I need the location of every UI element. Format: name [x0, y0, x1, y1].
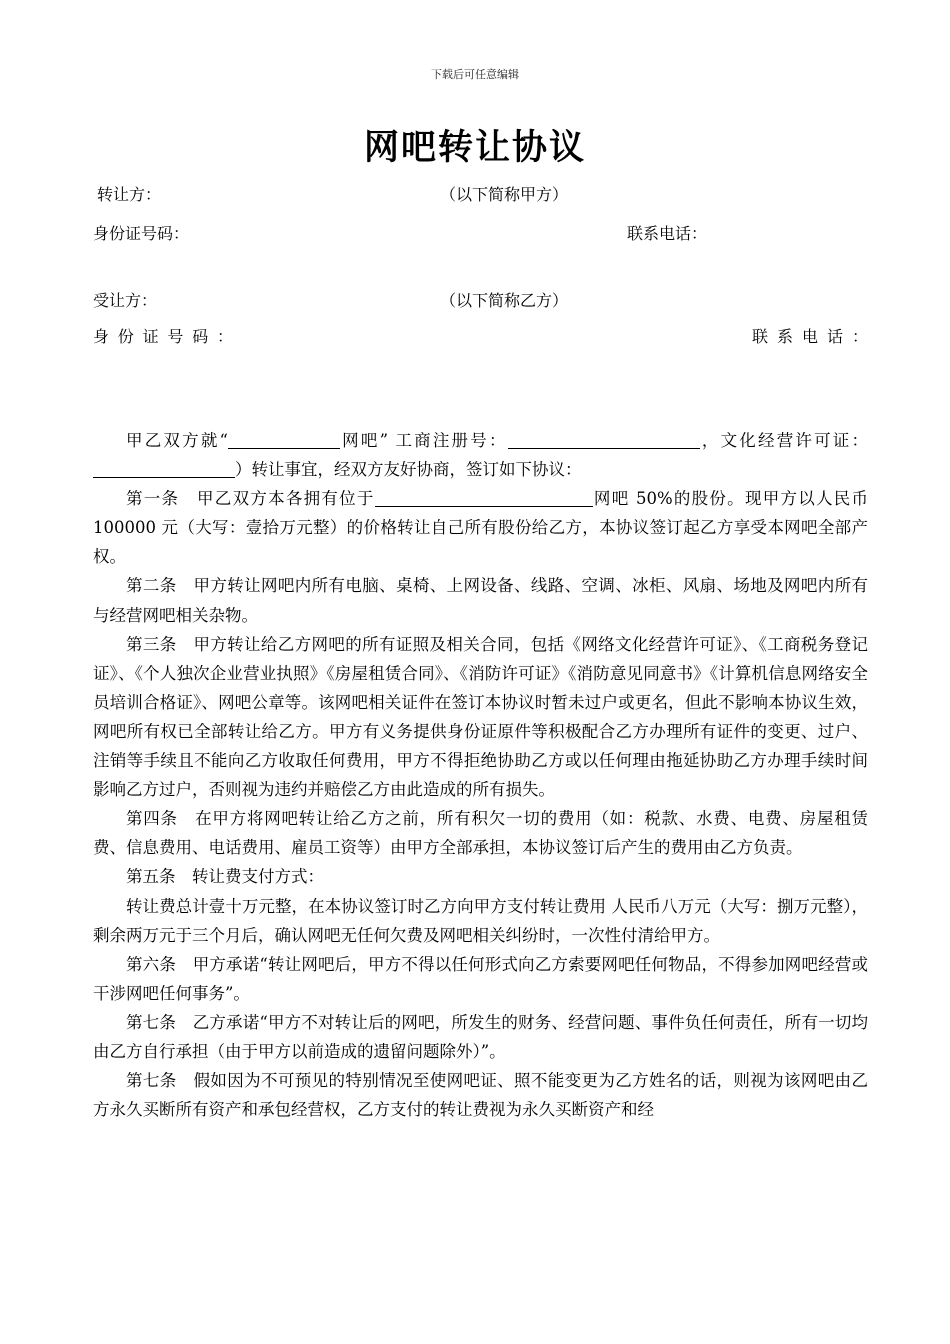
- transferee-id-char: ：: [216, 327, 233, 346]
- license-number-blank: [93, 460, 235, 478]
- transferee-id-char: 号: [167, 327, 184, 346]
- transferee-alias: （以下简称乙方）: [440, 291, 569, 310]
- transferee-phone-char: 联: [752, 327, 769, 346]
- transferee-phone-char: 话: [826, 327, 843, 346]
- agreement-body: [93, 426, 868, 1124]
- transferee-phone-char: 系: [776, 327, 793, 346]
- transferee-id-char: 份: [117, 327, 134, 346]
- header-note: 下载后可任意编辑: [431, 68, 519, 81]
- transferee-id-char: 证: [142, 327, 159, 346]
- transferee-phone-char: ：: [851, 327, 868, 346]
- intro-text: 网吧” 工商注册号：: [339, 431, 508, 450]
- document-title: 网吧转让协议: [363, 127, 586, 168]
- registration-number-blank: [508, 431, 700, 449]
- transferor-alias: （以下简称甲方）: [440, 185, 569, 204]
- transferee-id-char: 身: [93, 327, 110, 346]
- article-text: 第一条 甲乙双方本各拥有位于: [126, 489, 375, 509]
- article-7b: 第七条 假如因为不可预见的特别情况至使网吧证、照不能变更为乙方姓名的话，则视为该网吧由乙方永久买断所有资产和承包经营权，乙方支付的转让费视为永久买断资产和经: [93, 1071, 868, 1120]
- article-7a: 第七条 乙方承诺“甲方不对转让后的网吧，所发生的财务、经营问题、事件负任何责任，所有一切均由乙方自行承担（由于甲方以前造成的遗留问题除外）”。: [93, 1012, 868, 1061]
- transferee-id-char: 码: [192, 327, 209, 346]
- article-5-detail: 转让费总计壹十万元整，在本协议签订时乙方向甲方支付转让费用 人民币八万元（大写：捌万元整），剩余两万元于三个月后，确认网吧无任何欠费及网吧相关纠纷时，一次性付清给甲方。: [93, 896, 868, 945]
- location-blank: [375, 489, 593, 507]
- transferee-phone-label: [752, 324, 868, 347]
- article-4: 第四条 在甲方将网吧转让给乙方之前，所有积欠一切的费用（如：税款、水费、电费、房屋租赁费、信息费用、电话费用、雇员工资等）由甲方全部承担，本协议签订后产生的费用由乙方负责。: [93, 809, 868, 858]
- transferor-phone-label: 联系电话：: [627, 224, 708, 243]
- intro-text: 甲乙双方就“: [126, 431, 228, 450]
- transferor-id-label: 身份证号码：: [93, 224, 190, 243]
- transferee-label: 受让方：: [93, 291, 158, 310]
- internet-cafe-name-blank: [228, 431, 340, 449]
- transferor-label: 转让方：: [97, 185, 162, 204]
- article-2: 第二条 甲方转让网吧内所有电脑、桌椅、上网设备、线路、空调、冰柜、风扇、场地及网吧内所有与经营网吧相关杂物。: [93, 576, 868, 625]
- article-5: 第五条 转让费支付方式：: [126, 867, 324, 887]
- article-1: [93, 484, 868, 571]
- article-3: 第三条 甲方转让给乙方网吧的所有证照及相关合同，包括《网络文化经营许可证》、《工商税务登记证》、《个人独次企业营业执照》《房屋租赁合同》、《消防许可证》《消防意见同意书》《计算机信息网络安全员培训合格证》、网吧公章等。该网吧相关证件在签订本协议时暂未过户或更名，但此不影响本协议生效，网吧所有权已全部转让给乙方。甲方有义务提供身份证原件等积极配合乙方办理所有证件的变更、过户、注销等手续且不能向乙方收取任何费用，甲方不得拒绝协助乙方或以任何理由拖延协助乙方办理手续时间影响乙方过户，否则视为违约并赔偿乙方由此造成的所有损失。: [93, 634, 868, 800]
- transferee-id-label: [93, 324, 233, 347]
- intro-text: ）转让事宜，经双方友好协商，签订如下协议：: [235, 460, 582, 480]
- article-text: 网吧 50%的股份。现甲方以人民币 100000 元（大写：壹拾万元整）的价格转让自己所有股份给乙方，本协议签订起乙方享受本网吧全部产权。: [93, 489, 869, 567]
- transferee-phone-char: 电: [801, 327, 818, 346]
- intro-text: ，文化经营许可证：: [699, 431, 868, 450]
- article-6: 第六条 甲方承诺“转让网吧后，甲方不得以任何形式向乙方索要网吧任何物品，不得参加网吧经营或干涉网吧任何事务”。: [93, 954, 868, 1003]
- transferee-id-row: [93, 324, 868, 347]
- intro-paragraph: [93, 426, 868, 484]
